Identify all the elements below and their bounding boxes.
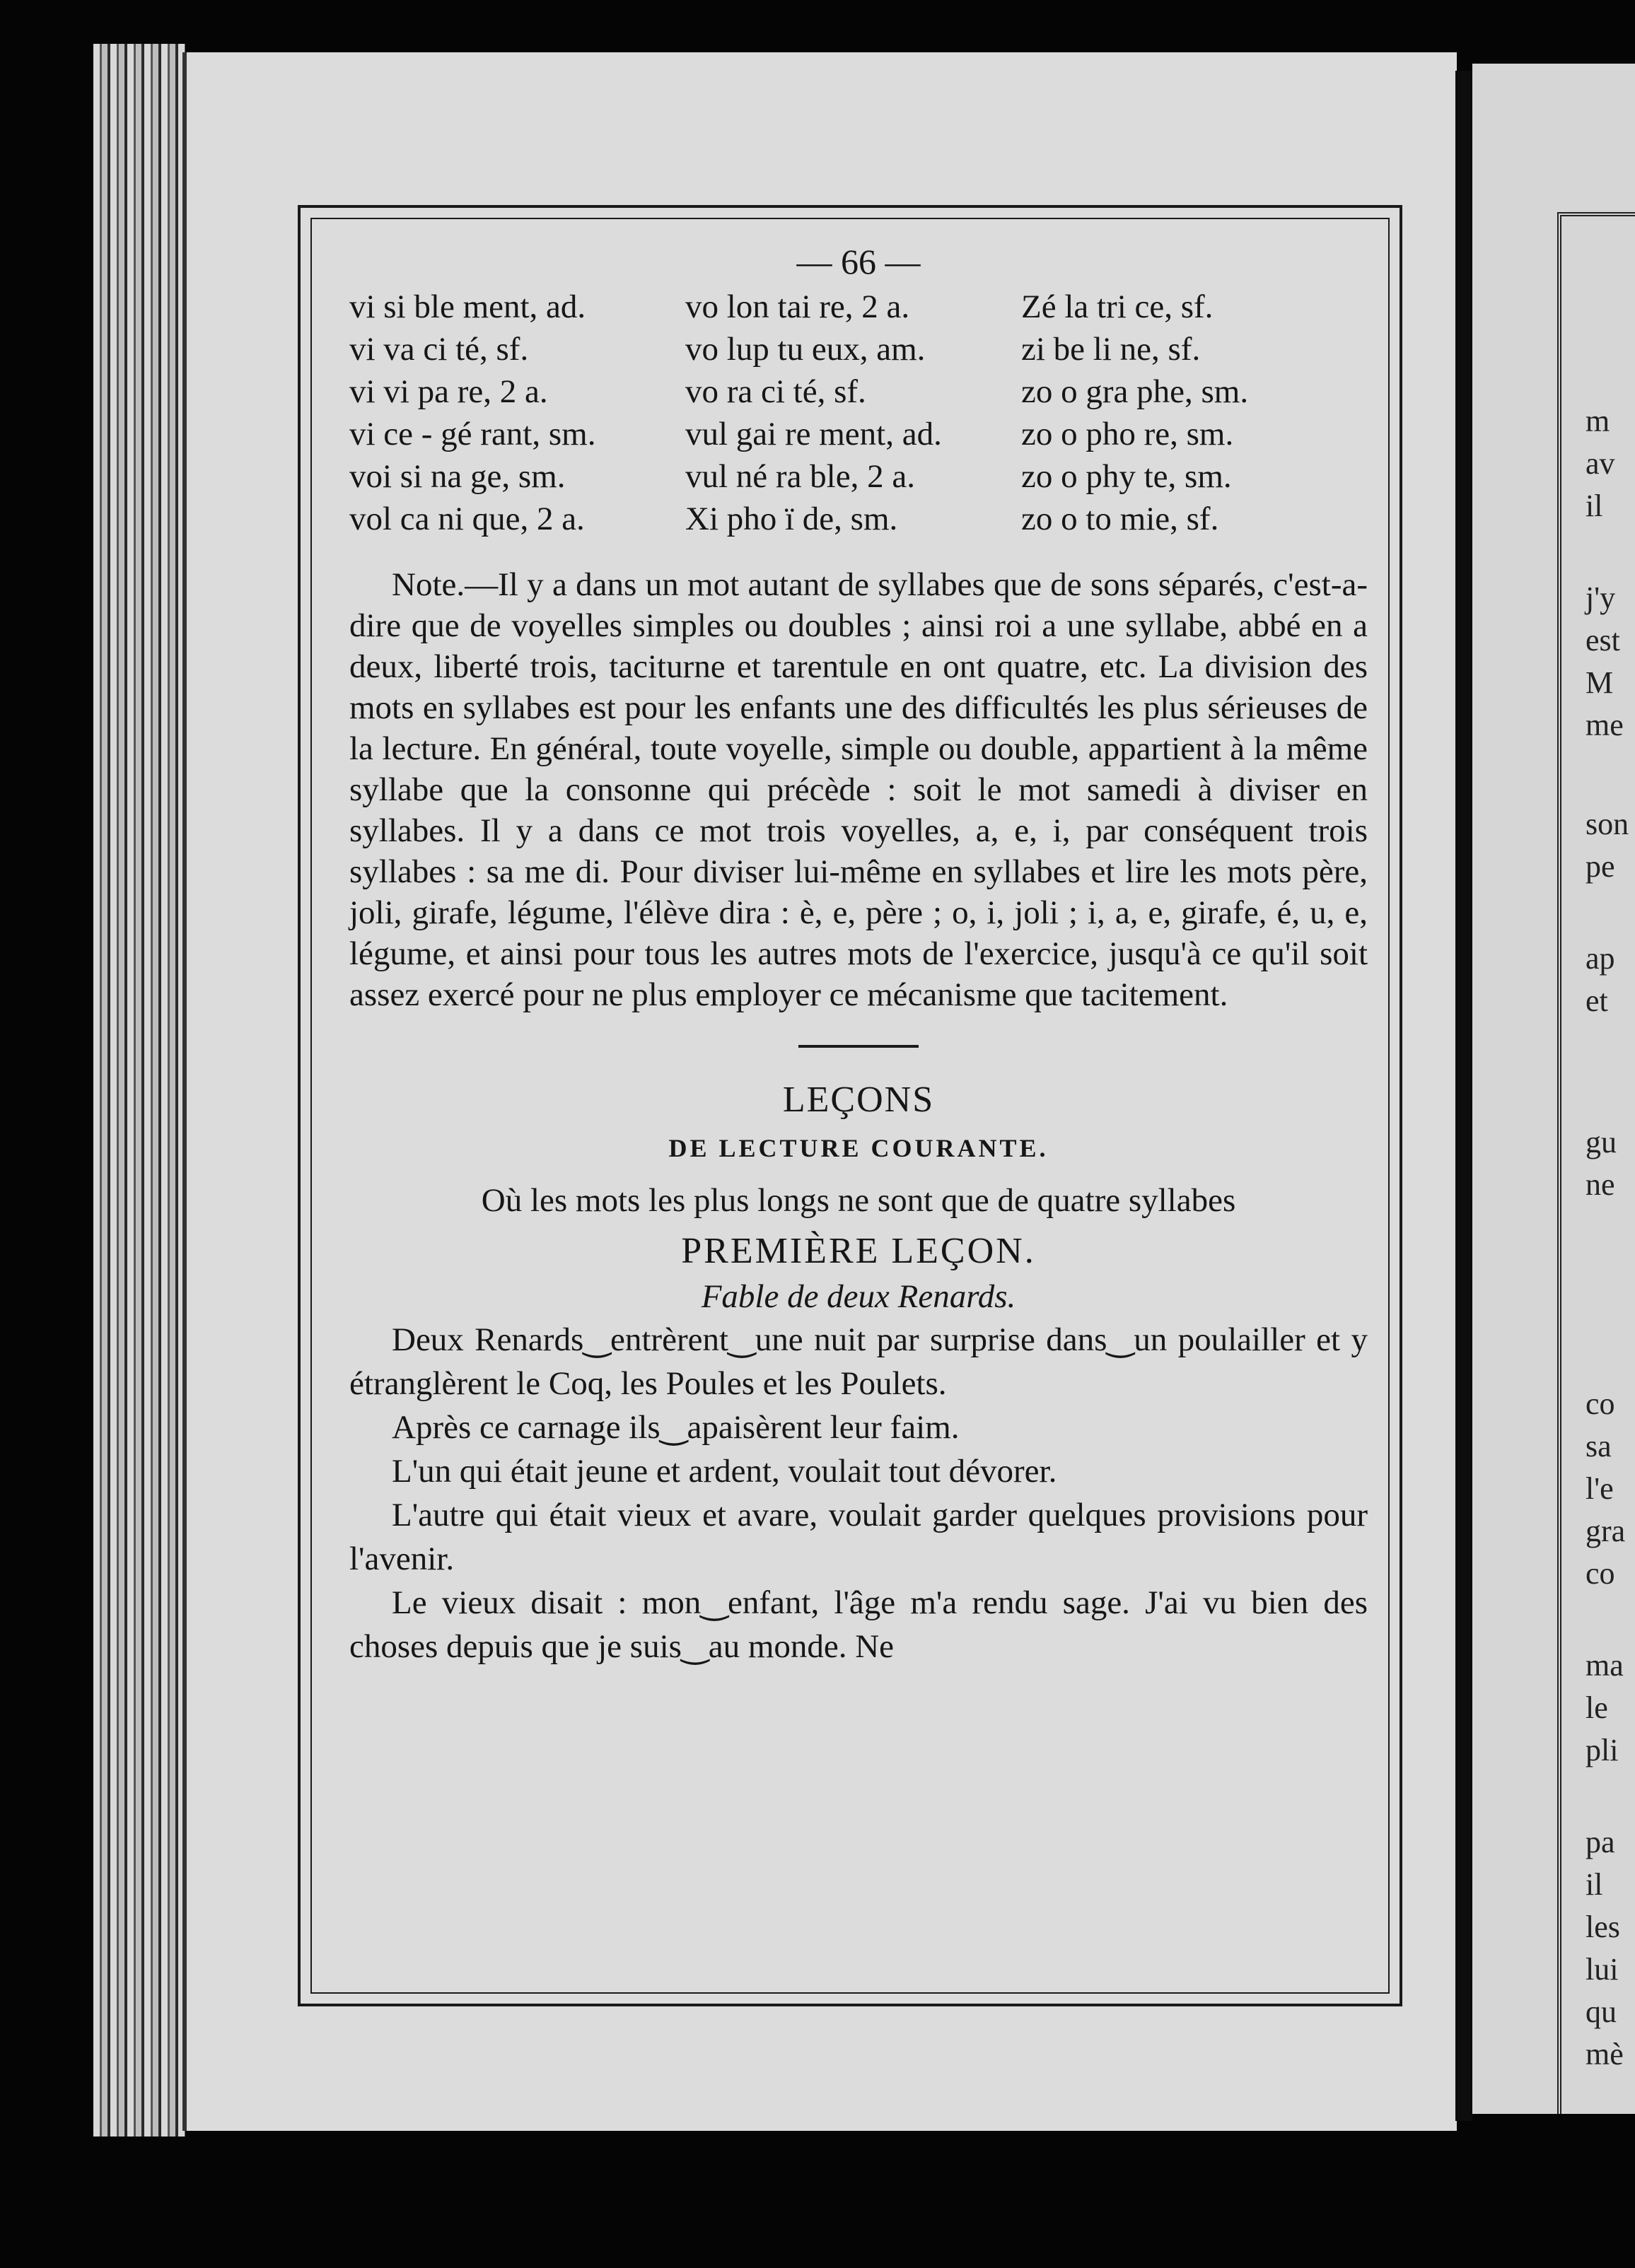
next-line: il	[1585, 1867, 1603, 1902]
next-line: me	[1585, 708, 1624, 742]
next-line: ap	[1585, 941, 1615, 976]
fable-paragraph: L'un qui était jeune et ardent, voulait tout dévorer.	[392, 1453, 1057, 1490]
vocabulary-entry: vo lon tai re, 2 a.	[685, 288, 910, 325]
next-line: et	[1585, 983, 1608, 1018]
next-line: pe	[1585, 849, 1615, 884]
vocabulary-entry: zo o gra phe, sm.	[1021, 373, 1249, 410]
vocabulary-entry: vi ce - gé rant, sm.	[349, 416, 596, 452]
book-gutter	[1455, 71, 1472, 2121]
next-line: le	[1585, 1690, 1608, 1725]
vocabulary-entry: vi va ci té, sf.	[349, 331, 529, 368]
vocabulary-entry: vul gai re ment, ad.	[685, 416, 942, 452]
next-line: l'e	[1585, 1471, 1614, 1506]
next-line: ne	[1585, 1167, 1615, 1202]
next-line: av	[1585, 446, 1615, 481]
vocabulary-entry: vo ra ci té, sf.	[685, 373, 866, 410]
next-line: co	[1585, 1556, 1615, 1591]
vocabulary-entry: zo o to mie, sf.	[1021, 501, 1219, 537]
next-line: il	[1585, 489, 1603, 523]
fable-paragraph: L'autre qui était vieux et avare, voulait garder quelques provisions pour l'avenir.	[349, 1497, 1368, 1577]
vocabulary-entry: voi si na ge, sm.	[349, 458, 566, 495]
lesson-title: PREMIÈRE LEÇON.	[681, 1231, 1036, 1271]
next-line: pa	[1585, 1825, 1615, 1859]
next-line: est	[1585, 623, 1620, 657]
vocabulary-entry: vul né ra ble, 2 a.	[685, 458, 915, 495]
next-line: m	[1585, 404, 1610, 438]
vocabulary-entry: vol ca ni que, 2 a.	[349, 501, 585, 537]
next-line: pli	[1585, 1733, 1619, 1767]
page-content	[349, 240, 1368, 1668]
next-line: j'y	[1585, 580, 1616, 615]
vocabulary-entry: zo o phy te, sm.	[1021, 458, 1232, 495]
page-number: — 66 —	[796, 242, 921, 281]
fable-title: Fable de deux Renards.	[701, 1278, 1016, 1315]
section-heading: LEÇONS	[782, 1080, 935, 1120]
next-page-fragment	[1472, 64, 1635, 2114]
next-line: gra	[1585, 1514, 1626, 1548]
fable-paragraph: Le vieux disait : mon‿enfant, l'âge m'a rendu sage. J'ai vu bien des choses depuis que je suis‿au monde. Ne	[349, 1584, 1368, 1665]
vocabulary-column-1	[349, 286, 685, 540]
next-line: son	[1585, 807, 1629, 841]
vocabulary-entry: vi vi pa re, 2 a.	[349, 373, 548, 410]
next-line: gu	[1585, 1125, 1617, 1159]
next-line: lui	[1585, 1952, 1619, 1987]
fable-paragraph: Deux Renards‿entrèrent‿une nuit par surprise dans‿un poulailler et y étranglèrent le Coq, les Poules et les Poulets.	[349, 1321, 1368, 1402]
vocabulary-list	[349, 286, 1368, 540]
section-description: Où les mots les plus longs ne sont que de quatre syllabes	[481, 1182, 1236, 1219]
next-line: M	[1585, 665, 1614, 700]
next-line: sa	[1585, 1429, 1612, 1463]
vocabulary-entry: Zé la tri ce, sf.	[1021, 288, 1214, 325]
next-line: mè	[1585, 2037, 1624, 2071]
vocabulary-column-3	[1021, 286, 1368, 540]
section-divider	[798, 1045, 919, 1048]
vocabulary-entry: vi si ble ment, ad.	[349, 288, 586, 325]
fable-paragraph: Après ce carnage ils‿apaisèrent leur faim.	[392, 1409, 960, 1446]
vocabulary-entry: vo lup tu eux, am.	[685, 331, 926, 368]
next-line: les	[1585, 1910, 1620, 1944]
vocabulary-entry: zo o pho re, sm.	[1021, 416, 1234, 452]
next-line: ma	[1585, 1648, 1624, 1683]
vocabulary-entry: Xi pho ï de, sm.	[685, 501, 898, 537]
vocabulary-entry: zi be li ne, sf.	[1021, 331, 1201, 368]
next-line: qu	[1585, 1994, 1617, 2029]
next-line: co	[1585, 1386, 1615, 1421]
vocabulary-column-2	[685, 286, 1021, 540]
page-edges	[93, 44, 185, 2137]
section-subheading: DE LECTURE COURANTE.	[668, 1134, 1049, 1162]
note-paragraph: Note.—Il y a dans un mot autant de syllabes que de sons séparés, c'est-a-dire que de voyelles simples ou doubles ; ainsi roi a une syllabe, abbé en a deux, liberté trois, taciturne et tarentule en ont quatre, etc. La division des mots en syllabes est pour les enfants une des difficultés les plus sérieuses de la lecture. En général, toute voyelle, simple ou double, appartient à la même syllabe que la consonne qui précède : soit le mot samedi à diviser en syllabes. Il y a dans ce mot trois voyelles, a, e, i, par conséquent trois syllabes : sa me di. Pour diviser lui-même en syllabes et lire les mots père, joli, girafe, légume, l'élève dira : è, e, père ; o, i, joli ; i, a, e, girafe, é, u, e, légume, et ainsi pour tous les autres mots de l'exercice, jusqu'à ce qu'il soit assez exercé pour ne plus employer ce mécanisme que tacitement.	[349, 566, 1368, 1013]
